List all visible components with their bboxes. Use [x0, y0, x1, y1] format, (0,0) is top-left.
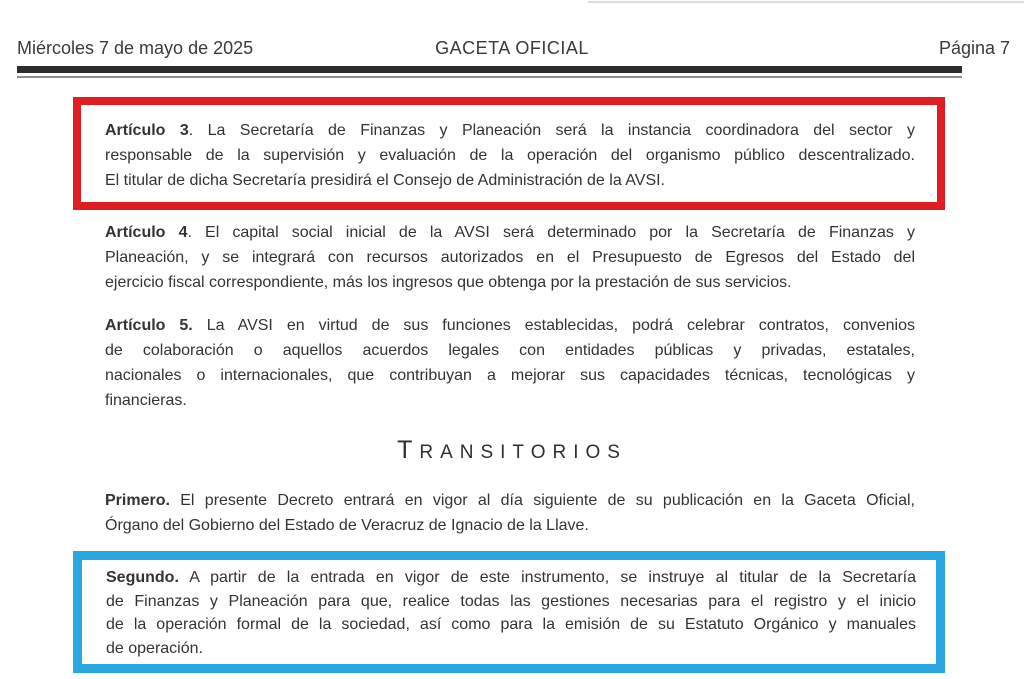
- header-date: Miércoles 7 de mayo de 2025: [17, 38, 254, 58]
- gazette-title: GACETA OFICIAL: [435, 38, 589, 58]
- paragraph-primero: Primero. El presente Decreto entrará en vigor al día siguiente de su publicación en la Gaceta Oficial, Órgano del Gobierno del Estado de Veracruz de Ignacio de la Llave.: [105, 492, 915, 534]
- section-heading-transitorios: TRANSITORIOS: [397, 436, 627, 464]
- paragraph-articulo-5: Artículo 5. La AVSI en virtud de sus funciones establecidas, podrá celebrar contratos, convenios de colaboración o aquellos acuerdos legales con entidades públicas y privadas, estatales, nacionales o internacionales, que contribuyan a mejorar sus capacidades técnicas, tecnológicas y financieras.: [105, 317, 915, 409]
- header-rule-thin: [17, 76, 962, 78]
- blue-highlight-box: [73, 551, 945, 673]
- scan-edge-artifact-line: [588, 1, 1024, 3]
- paragraph-articulo-3: Artículo 3. La Secretaría de Finanzas y Planeación será la instancia coordinadora del sector y responsable de la supervisión y evaluación de la operación del organismo público descentralizado. El titular de dicha Secretaría presidirá el Consejo de Administración de la AVSI.: [105, 122, 915, 189]
- paragraph-segundo: Segundo. A partir de la entrada en vigor de este instrumento, se instruye al titular de la Secretaría de Finanzas y Planeación para que, realice todas las gestiones necesarias para el registro y el inicio de la operación formal de la sociedad, así como para la emisión de su Estatuto Orgánico y manuales de operación.: [106, 569, 916, 657]
- paragraph-articulo-4: Artículo 4. El capital social inicial de la AVSI será determinado por la Secretaría de Finanzas y Planeación, y se integrará con recursos autorizados en el Presupuesto de Egresos del Estado del ejercicio fiscal correspondiente, más los ingresos que obtenga por la prestación de sus servicios.: [105, 224, 915, 291]
- header-rule-thick: [17, 66, 962, 73]
- page-header: [0, 38, 1024, 62]
- red-highlight-box: [73, 97, 945, 210]
- page-number: Página 7: [938, 38, 1010, 58]
